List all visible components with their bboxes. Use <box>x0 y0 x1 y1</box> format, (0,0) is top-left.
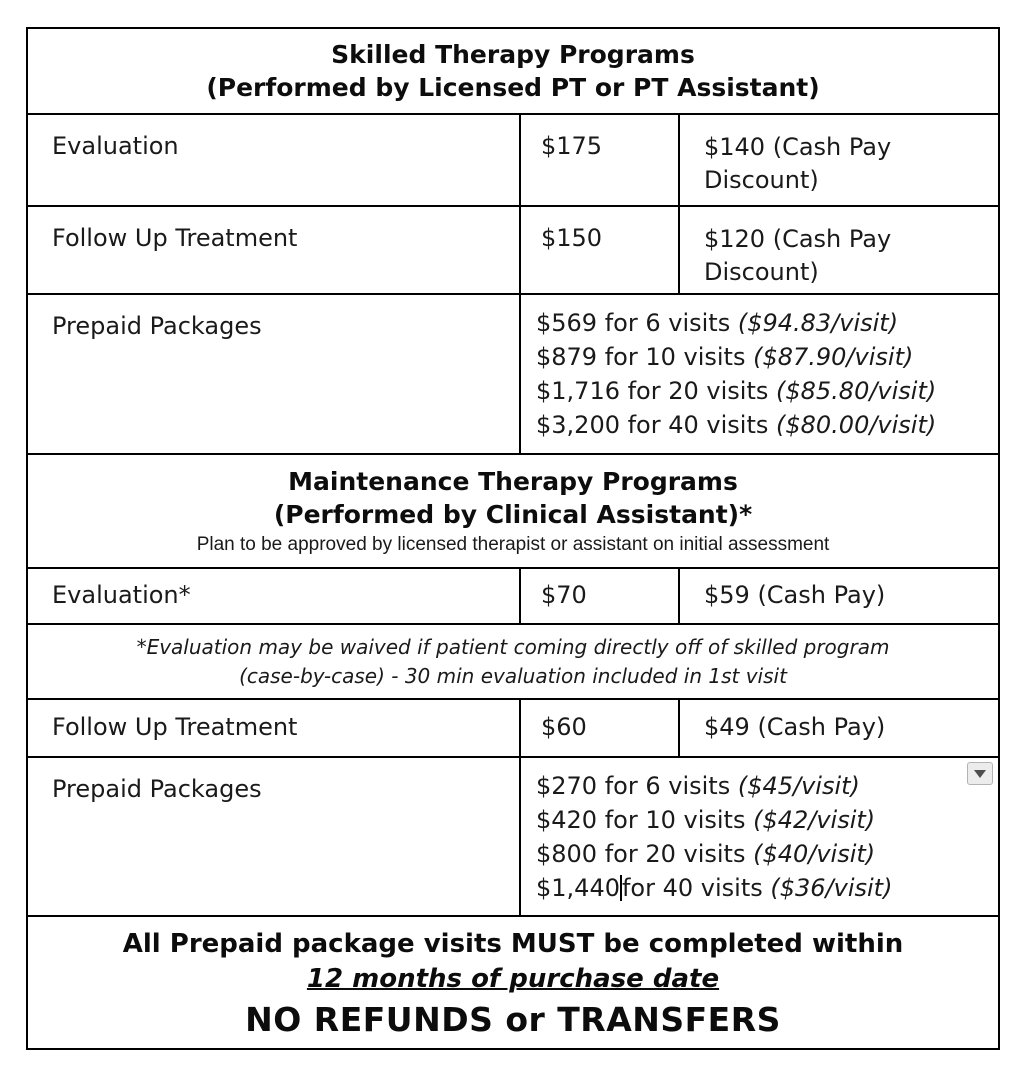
skilled-evaluation-cash-price: $140 (Cash Pay Discount) <box>704 133 892 194</box>
package-line <box>536 306 994 340</box>
skilled-follow-up-row <box>27 206 999 294</box>
maintenance-follow-up-row <box>27 699 999 757</box>
skilled-follow-up-service: Follow Up Treatment <box>27 206 520 294</box>
maintenance-follow-up-cash-price: $49 (Cash Pay) <box>704 712 886 741</box>
package-line <box>536 408 994 442</box>
waiver-note-row <box>27 624 999 699</box>
maintenance-header-note: Plan to be approved by licensed therapist or assistant on initial assessment <box>196 533 830 555</box>
package-line <box>536 340 994 374</box>
package-per-visit: ($87.90/visit) <box>753 343 914 371</box>
skilled-evaluation-service: Evaluation <box>27 114 520 206</box>
package-line <box>536 871 994 905</box>
maintenance-prepaid-row <box>27 757 999 916</box>
footer-completion-notice: All Prepaid package visits MUST be completed within <box>122 928 904 959</box>
maintenance-follow-up-service: Follow Up Treatment <box>27 699 520 757</box>
skilled-follow-up-price: $150 <box>520 206 679 294</box>
skilled-section-header <box>27 28 999 114</box>
skilled-evaluation-cash-cell <box>679 114 999 206</box>
maintenance-follow-up-cash-cell <box>679 699 999 757</box>
skilled-prepaid-packages-cell <box>520 294 999 454</box>
skilled-follow-up-cash-price: $120 (Cash Pay Discount) <box>704 225 892 286</box>
package-per-visit: ($80.00/visit) <box>776 411 937 439</box>
maintenance-prepaid-packages-cell[interactable] <box>520 757 999 916</box>
package-per-visit: ($85.80/visit) <box>776 377 937 405</box>
footer-deadline: 12 months of purchase date <box>306 963 720 994</box>
maintenance-evaluation-cash-price: $59 (Cash Pay) <box>704 580 886 609</box>
footer-row <box>27 916 999 1049</box>
maintenance-follow-up-price: $60 <box>520 699 679 757</box>
package-per-visit: ($40/visit) <box>753 840 876 868</box>
skilled-evaluation-price: $175 <box>520 114 679 206</box>
package-text: $3,200 for 40 visits <box>536 411 776 439</box>
package-per-visit: ($45/visit) <box>737 772 860 800</box>
package-text: $270 for 6 visits <box>536 772 738 800</box>
package-line <box>536 803 994 837</box>
cell-dropdown-button[interactable] <box>967 762 993 785</box>
skilled-follow-up-cash-cell <box>679 206 999 294</box>
footer-no-refunds: NO REFUNDS or TRANSFERS <box>245 999 781 1039</box>
waiver-note-line1: *Evaluation may be waived if patient coming directly off of skilled program <box>136 634 890 659</box>
package-text: $800 for 20 visits <box>536 840 754 868</box>
package-text-after-cursor: for 40 visits <box>621 874 771 902</box>
package-line <box>536 769 994 803</box>
pricing-table <box>26 27 1000 1050</box>
package-text: $420 for 10 visits <box>536 806 754 834</box>
maintenance-title-line1: Maintenance Therapy Programs <box>288 466 738 496</box>
maintenance-evaluation-cash-cell <box>679 568 999 624</box>
maintenance-evaluation-service: Evaluation* <box>27 568 520 624</box>
maintenance-section-header <box>27 454 999 568</box>
waiver-note-cell <box>27 624 999 699</box>
maintenance-evaluation-price: $70 <box>520 568 679 624</box>
skilled-evaluation-row <box>27 114 999 206</box>
skilled-header-row <box>27 28 999 114</box>
package-line <box>536 374 994 408</box>
dropdown-arrow-icon <box>974 770 986 778</box>
skilled-title-line1: Skilled Therapy Programs <box>331 40 695 69</box>
package-per-visit: ($36/visit) <box>770 874 893 902</box>
package-per-visit: ($42/visit) <box>753 806 876 834</box>
package-text: $1,716 for 20 visits <box>536 377 776 405</box>
package-text: $569 for 6 visits <box>536 309 738 337</box>
package-line <box>536 837 994 871</box>
skilled-prepaid-service: Prepaid Packages <box>27 294 520 454</box>
package-text: $879 for 10 visits <box>536 343 754 371</box>
package-text-before-cursor: $1,440 <box>536 874 620 902</box>
maintenance-evaluation-row <box>27 568 999 624</box>
maintenance-header-row <box>27 454 999 568</box>
footer-cell <box>27 916 999 1049</box>
package-per-visit: ($94.83/visit) <box>737 309 899 337</box>
maintenance-title-line2: (Performed by Clinical Assistant)* <box>273 499 753 529</box>
skilled-title-line2: (Performed by Licensed PT or PT Assistant) <box>206 73 820 102</box>
skilled-prepaid-row <box>27 294 999 454</box>
maintenance-prepaid-service: Prepaid Packages <box>27 757 520 916</box>
waiver-note-line2: (case-by-case) - 30 min evaluation included in 1st visit <box>239 663 787 688</box>
